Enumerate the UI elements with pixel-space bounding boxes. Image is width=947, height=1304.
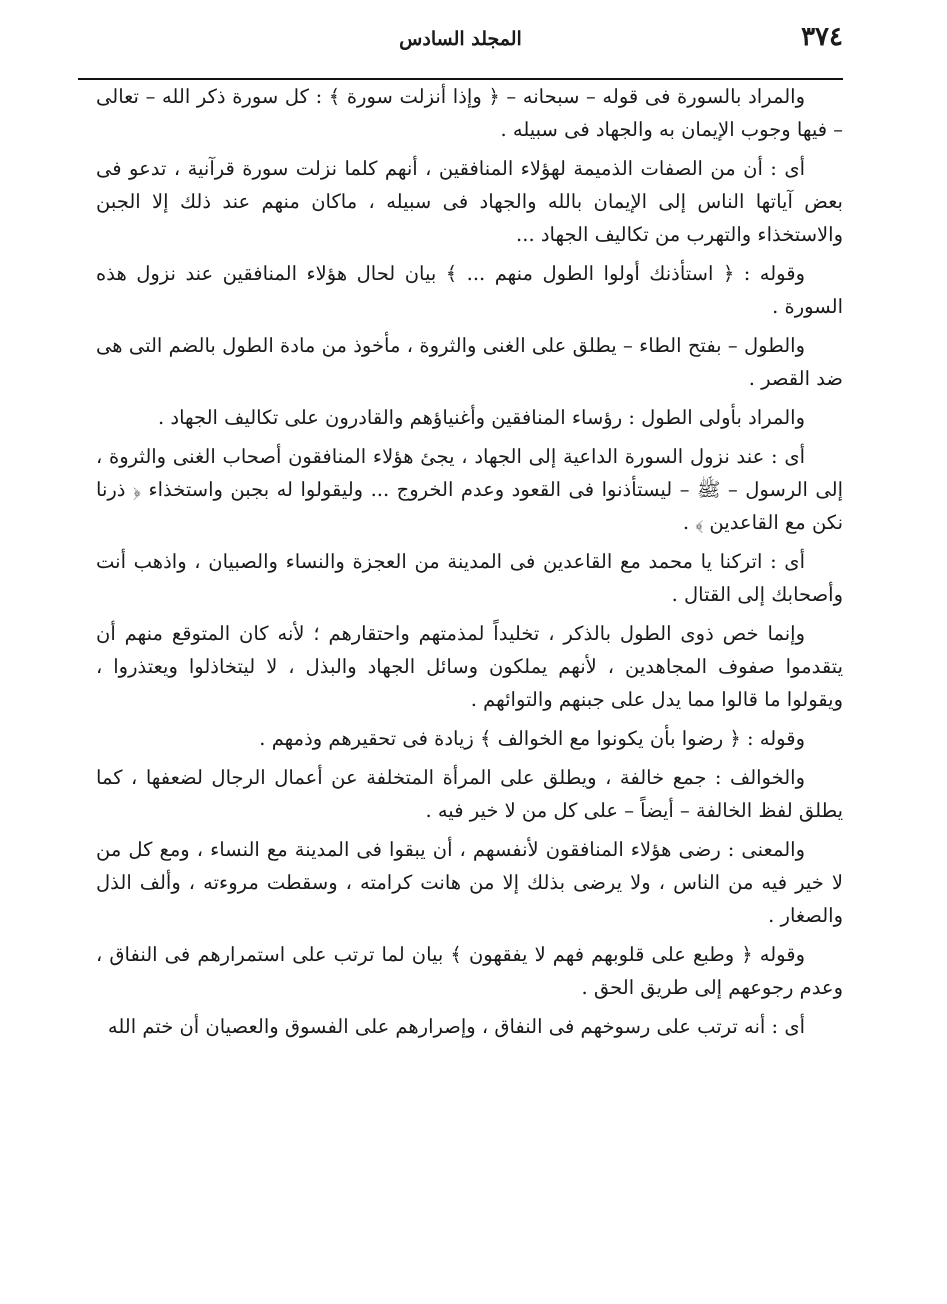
page-header bbox=[78, 22, 843, 74]
paragraph: وقوله ﴿ وطبع على قلوبهم فهم لا يفقهون ﴾ بيان لما ترتب على استمرارهم فى النفاق ، وعدم رجوعهم إلى طريق الحق . bbox=[96, 943, 843, 999]
paragraph: أى : أنه ترتب على رسوخهم فى النفاق ، وإصرارهم على الفسوق والعصيان أن ختم الله bbox=[107, 1015, 805, 1038]
paragraph: أى : عند نزول السورة الداعية إلى الجهاد ، يجئ هؤلاء المنافقون أصحاب الغنى والثروة ، إلى الرسول – ﷺ – ليستأذنوا فى القعود وعدم الخروج ... وليقولوا له بجبن واستخذاء ﴿ ذرنا نكن مع القاعدين ﴾ . bbox=[96, 445, 843, 534]
paragraph: أى : أن من الصفات الذميمة لهؤلاء المنافقين ، أنهم كلما نزلت سورة قرآنية ، تدعو فى بعض آياتها الناس إلى الإيمان بالله والجهاد فى سبيله ، ماكان منهم عند ذلك إلا الجبن والاستخذاء والتهرب من تكاليف الجهاد ... bbox=[96, 157, 843, 246]
running-title: المجلد السادس bbox=[399, 28, 522, 50]
paragraph: والطول – بفتح الطاء – يطلق على الغنى والثروة ، مأخوذ من مادة الطول بالضم التى هى ضد القصر . bbox=[96, 334, 843, 390]
paragraph: وقوله : ﴿ استأذنك أولوا الطول منهم ... ﴾ بيان لحال هؤلاء المنافقين عند نزول هذه السورة . bbox=[96, 262, 843, 318]
page-number: ٣٧٤ bbox=[801, 22, 843, 52]
paragraph: والمعنى : رضى هؤلاء المنافقون لأنفسهم ، أن يبقوا فى المدينة مع النساء ، ومع كل من لا خير فيه من الناس ، ولا يرضى بذلك إلا من هانت كرامته ، وسقطت مروءته ، وألف الذل والصغار . bbox=[96, 838, 843, 927]
paragraph: والمراد بالسورة فى قوله – سبحانه – ﴿ وإذا أنزلت سورة ﴾ : كل سورة ذكر الله – تعالى – فيها وجوب الإيمان به والجهاد فى سبيله . bbox=[96, 85, 843, 141]
page-body bbox=[96, 80, 843, 1049]
paragraph: وإنما خص ذوى الطول بالذكر ، تخليداً لمذمتهم واحتقارهم ؛ لأنه كان المتوقع منهم أن يتقدموا صفوف المجاهدين ، لأنهم يملكون وسائل الجهاد والبذل ، لا ليتخاذلوا ويعتذروا ، ويقولوا ما قالوا مما يدل على جبنهم والتوائهم . bbox=[96, 622, 843, 711]
paragraph: أى : اتركنا يا محمد مع القاعدين فى المدينة من العجزة والنساء والصبيان ، واذهب أنت وأصحابك إلى القتال . bbox=[96, 550, 843, 606]
paragraph: وقوله : ﴿ رضوا بأن يكونوا مع الخوالف ﴾ زيادة فى تحقيرهم وذمهم . bbox=[259, 727, 805, 750]
paragraph: والخوالف : جمع خالفة ، ويطلق على المرأة المتخلفة عن أعمال الرجال لضعفها ، كما يطلق لفظ الخالفة – أيضاً – على كل من لا خير فيه . bbox=[96, 766, 843, 822]
paragraph: والمراد بأولى الطول : رؤساء المنافقين وأغنياؤهم والقادرون على تكاليف الجهاد . bbox=[158, 406, 805, 429]
